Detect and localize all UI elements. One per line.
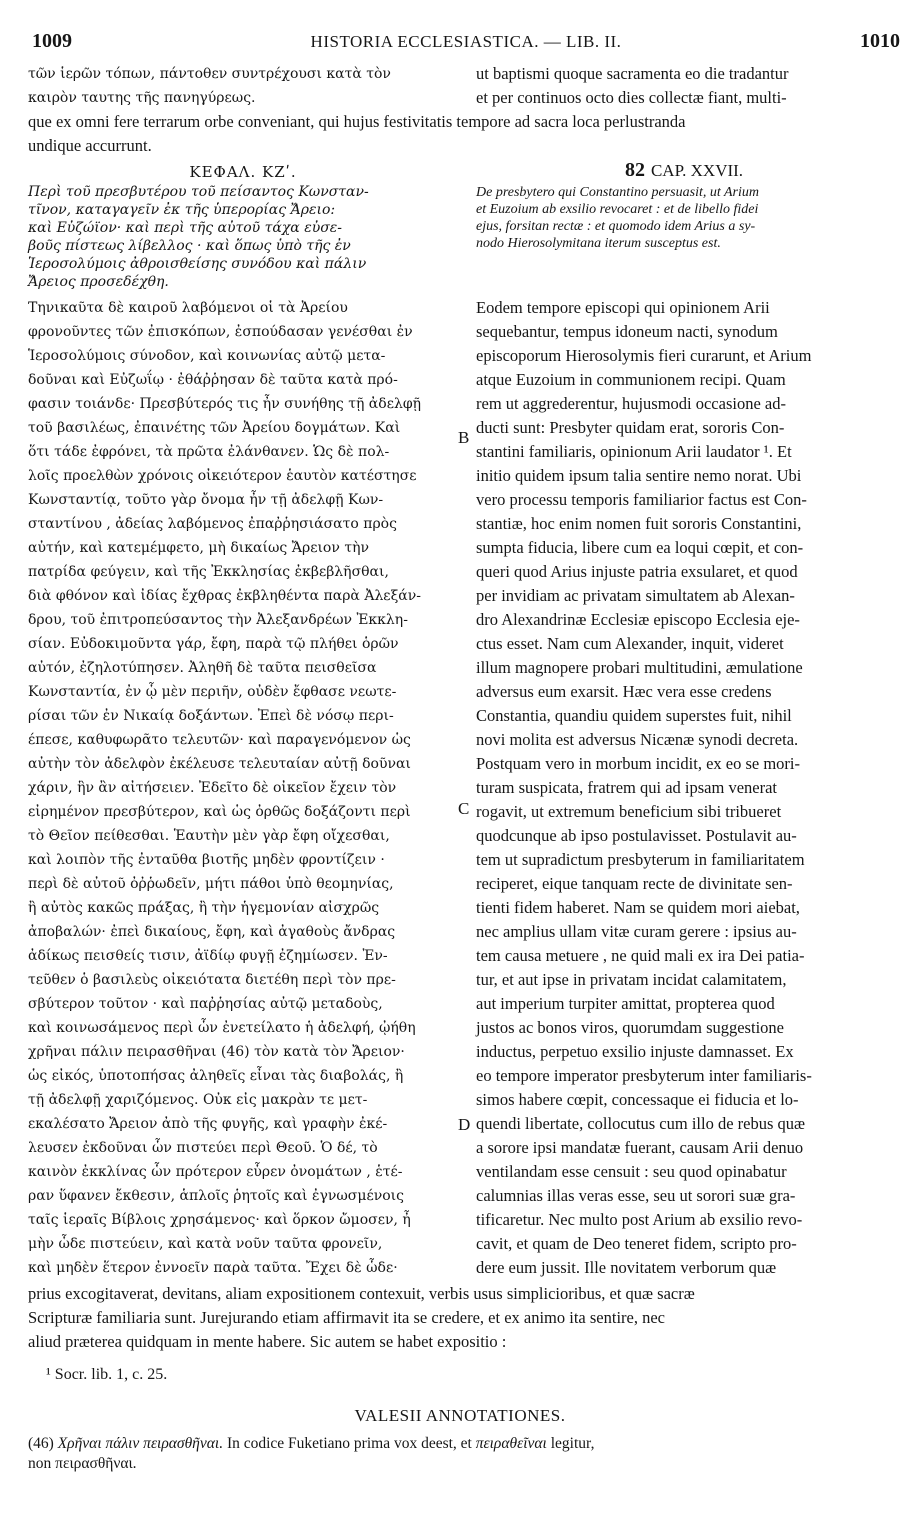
- annotation-text: non: [28, 1455, 56, 1472]
- text-line: episcoporum Hierosolymis fieri curarunt, et Arium: [476, 346, 812, 365]
- text-line: σταντίνου , ἀδείας λαβόμενος ἐπαῤῥησιάσατο πρὸς: [28, 516, 397, 532]
- text-line: prius excogitaverat, devitans, aliam expositionem contexuit, verbis usus simplicioribus, et quæ sacræ: [28, 1284, 695, 1303]
- closing-paragraph: [28, 1282, 892, 1354]
- text-line: μὴν ὧδε πιστεύειν, καὶ κατὰ νοῦν ταῦτα φρονεῖν,: [28, 1236, 383, 1252]
- summary-line: et Euzoium ab exsilio revocaret : et de libello fidei: [476, 202, 759, 217]
- text-line: τῶν ἱερῶν τόπων, πάντοθεν συντρέχουσι κατὰ τὸν: [28, 66, 391, 82]
- text-line: αὐτόν, ἐζηλοτύπησεν. Ἀληθῆ δὲ ταῦτα πεισθεῖσα: [28, 660, 377, 676]
- text-line: ὅτι τάδε ἐφρόνει, τὰ πρῶτα ἐλάνθανεν. Ὡς δὲ πολ-: [28, 444, 390, 460]
- text-line: stantiæ, hoc enim nomen fuit sororis Constantini,: [476, 514, 802, 533]
- text-line: tienti fidem haberet. Nam se quidem mori aiebat,: [476, 898, 800, 917]
- text-line: queri quod Arius injuste patria exsularet, et quod: [476, 562, 798, 581]
- text-line: justos ac bonos viros, quorumdam suggestione: [476, 1018, 784, 1037]
- text-line: λευσεν ἐκδοῦναι ὧν πιστεύει περὶ Θεοῦ. Ὁ δέ, τὸ: [28, 1140, 378, 1156]
- text-line: aliud præterea quidquam in mente habere. Sic autem se habet expositio :: [28, 1332, 507, 1351]
- margin-marker-b: B: [458, 428, 470, 447]
- text-line: sequebantur, tempus idoneum nacti, synodum: [476, 322, 778, 341]
- text-line: αὐτήν, καὶ κατεμέμφετο, μὴ δικαίως Ἄρειον τὴν: [28, 540, 369, 556]
- text-line: καιρὸν ταυτης τῆς πανηγύρεως.: [28, 90, 256, 106]
- text-line: stantini familiaris, opinionum Arii laudator ¹. Et: [476, 442, 792, 461]
- text-line: dro Alexandrinæ Ecclesiæ episcopo Ecclesia eje-: [476, 610, 800, 629]
- chapter-summary-greek: [28, 183, 458, 291]
- summary-line: De presbytero qui Constantino persuasit, ut Arium: [476, 185, 759, 200]
- text-line: rogavit, ut extremum beneficium sibi tribueret: [476, 802, 782, 821]
- text-line: Constantia, quandiu quidem superstes fuit, nihil: [476, 706, 792, 725]
- text-line: quodcunque ab ipso postulavisset. Postulavit au-: [476, 826, 797, 845]
- text-line: τοῦ βασιλέως, ἐπαινέτης τῶν Ἀρείου δογμάτων. Καὶ: [28, 420, 401, 436]
- text-line: καινὸν ἐκκλίνας ὧν πρότερον εὗρεν ὀνομάτων , ἑτέ-: [28, 1164, 403, 1180]
- annotation-text: In codice Fuketiano prima vox deest, et: [223, 1435, 476, 1452]
- chapter-title-latin: [476, 158, 892, 183]
- text-line: διὰ φθόνον καὶ ἰδίας ἔχθρας ἐκβληθέντα παρὰ Ἀλεξάν-: [28, 588, 421, 604]
- text-line: illum magnopere probari multitudini, æmulatione: [476, 658, 803, 677]
- text-line: tificaretur. Nec multo post Arium ab exsilio revo-: [476, 1210, 803, 1229]
- text-line: δρου, τοῦ ἐπιτροπεύσαντος τὴν Ἀλεξανδρέων Ἐκκλη-: [28, 612, 408, 628]
- text-line: Postquam vero in morbum incidit, ex eo se mori-: [476, 754, 800, 773]
- page-header: [32, 30, 900, 56]
- page-number-left: 1009: [32, 30, 72, 52]
- text-line: περὶ δὲ αὐτοῦ ὀῤῥωδεῖν, μήτι πάθοι ὑπὸ θεομηνίας,: [28, 876, 394, 892]
- intro-full: [28, 110, 892, 158]
- text-line: et per continuos octo dies collectæ fiant, multi-: [476, 88, 787, 107]
- summary-line: nodo Hierosolymitana iterum susceptus est.: [476, 236, 721, 251]
- text-line: tur, et aut ipse in privatam incidat calamitatem,: [476, 970, 787, 989]
- text-line: εἰρημένον πρεσβύτερον, καὶ ὡς ὀρθῶς δοξάζοντι περὶ: [28, 804, 411, 820]
- page-number-right: 1010: [860, 30, 900, 52]
- text-line: Ἱεροσολύμοις σύνοδον, καὶ κοινωνίας αὐτῷ μετα-: [28, 348, 386, 364]
- text-line: tem causa metuere , ne quid mali ex ira Dei patia-: [476, 946, 805, 965]
- text-line: εκαλέσατο Ἄρειον ἀπὸ τῆς φυγῆς, καὶ γραφὴν ἐκέ-: [28, 1116, 388, 1132]
- text-line: que ex omni fere terrarum orbe conveniant, qui hujus festivitatis tempore ad sacra loca perlustranda: [28, 112, 686, 131]
- text-line: tem ut supradictum presbyterum in familiaritatem: [476, 850, 805, 869]
- text-line: χάριν, ἣν ἂν αἰτήσειεν. Ἐδεῖτο δὲ οἰκεῖον ἔχειν τὸν: [28, 780, 397, 796]
- text-line: simos habere cœpit, concessaque ei fiducia et lo-: [476, 1090, 799, 1109]
- text-line: undique accurrunt.: [28, 136, 152, 155]
- annotation-ref: (46): [28, 1435, 54, 1452]
- text-line: σίαν. Εὐδοκιμοῦντα γάρ, ἔφη, παρὰ τῷ πλήθει ὁρῶν: [28, 636, 399, 652]
- text-line: φασιν τοιάνδε· Πρεσβύτερός τις ἦν συνήθης τῇ ἀδελφῇ: [28, 396, 422, 412]
- text-line: sumpta fiducia, libere cum ea loqui cœpit, et con-: [476, 538, 804, 557]
- footnote: ¹ Socr. lib. 1, c. 25.: [46, 1366, 168, 1383]
- text-line: ctus esset. Nam cum Alexander, inquit, videret: [476, 634, 784, 653]
- text-line: τὸ Θεῖον πείθεσθαι. Ἑαυτὴν μὲν γὰρ ἔφη οἴχεσθαι,: [28, 828, 390, 844]
- text-line: aut imperium turpiter amittat, propterea quod: [476, 994, 775, 1013]
- greek-body: [28, 296, 458, 1280]
- text-line: dere eum jussit. Ille novitatem verborum quæ: [476, 1258, 777, 1277]
- text-line: ἀδίκως πεισθείς τισιν, ἀϊδίῳ φυγῇ ἐζημίωσεν. Ἐν-: [28, 948, 388, 964]
- intro-greek: [28, 62, 458, 110]
- text-line: ventilandam esse censuit : seu quod opinabatur: [476, 1162, 787, 1181]
- text-line: αὐτὴν τὸν ἀδελφὸν ἐκέλευσε τελευταίαν αὐτῇ δοῦναι: [28, 756, 411, 772]
- text-line: έπεσε, καθυφωρᾶτο τελευτῶν· καὶ παραγενόμενον ὡς: [28, 732, 411, 748]
- text-line: Eodem tempore episcopi qui opinionem Arii: [476, 298, 770, 317]
- text-line: rem ut aggrederentur, hujusmodi occasione ad-: [476, 394, 786, 413]
- text-line: πατρίδα φεύγειν, καὶ τῆς Ἐκκλησίας ἐκβεβλῆσθαι,: [28, 564, 389, 580]
- text-line: novi molita est adversus Nicænæ synodi decreta.: [476, 730, 799, 749]
- text-line: Τηνικαῦτα δὲ καιροῦ λαβόμενοι οἱ τὰ Ἀρείου: [28, 300, 348, 316]
- text-line: καὶ λοιπὸν τῆς ἐνταῦθα βιοτῆς μηδὲν φροντίζειν ·: [28, 852, 385, 868]
- text-line: Κωνσταντία, ἐν ᾧ μὲν περιῆν, οὐδὲν ἔφθασε νεωτε-: [28, 684, 397, 700]
- text-line: τῇ ἀδελφῇ χαριζόμενος. Οὐκ εἰς μακρὰν τε μετ-: [28, 1092, 368, 1108]
- annotation-greek-variant: πειραθεῖναι: [475, 1435, 547, 1452]
- annotation-greek-variant: πειρασθῆναι.: [55, 1455, 137, 1472]
- summary-line: Περὶ τοῦ πρεσβυτέρου τοῦ πείσαντος Κωνσταν-: [28, 184, 369, 200]
- margin-marker-d: D: [458, 1115, 471, 1134]
- annotation-lemma: Χρῆναι πάλιν πειρασθῆναι.: [57, 1435, 224, 1452]
- text-line: ρίσαι τῶν ἐν Νικαίᾳ δοξάντων. Ἐπεὶ δὲ νόσῳ περι-: [28, 708, 394, 724]
- text-line: calumnias illas veras esse, seu ut sorori suæ gra-: [476, 1186, 796, 1205]
- text-line: καὶ μηδὲν ἕτερον ἐννοεῖν παρὰ ταῦτα. Ἔχει δὲ ὧδε·: [28, 1260, 398, 1276]
- text-line: Κωνσταντίᾳ, τοῦτο γὰρ ὄνομα ἦν τῇ ἀδελφῇ Κων-: [28, 492, 384, 508]
- chapter-title-greek: ΚΕΦΑΛ. ΚΖʹ.: [189, 163, 297, 181]
- text-line: δοῦναι καὶ Εὐζωΐῳ · ἐθάῤῥησαν δὲ ταῦτα κατὰ πρό-: [28, 372, 398, 388]
- text-line: ὡς εἰκός, ὑποτοπήσας ἀληθεῖς εἶναι τὰς διαβολάς, ἢ: [28, 1068, 404, 1084]
- text-line: τεῦθεν ὁ βασιλεὺς οἰκειότατα διετέθη περὶ τὸν πρε-: [28, 972, 396, 988]
- chapter-number: 82: [624, 159, 645, 181]
- text-line: per invidiam ac privatam simultatem ab Alexan-: [476, 586, 795, 605]
- text-line: καὶ κοινωσάμενος περὶ ὧν ἐνετείλατο ἡ ἀδελφή, ᾠήθη: [28, 1020, 416, 1036]
- text-line: ἀποβαλών· ἐπεὶ δικαίους, ἔφη, καὶ ἀγαθοὺς ἄνδρας: [28, 924, 396, 940]
- text-line: vero processu temporis familiarior factus est Con-: [476, 490, 807, 509]
- chapter-summary-latin: [476, 184, 892, 252]
- chapter-label: CAP. XXVII.: [650, 161, 744, 180]
- summary-line: βοῦς πίστεως λίβελλος · καὶ ὅπως ὑπὸ τῆς ἐν: [28, 238, 351, 254]
- annotations-heading: VALESII ANNOTATIONES.: [354, 1406, 566, 1425]
- text-line: nec amplius ullam vitæ curam gerere : ipsius au-: [476, 922, 797, 941]
- text-line: φρονοῦντες τῶν ἐπισκόπων, ἐσπούδασαν γενέσθαι ἐν: [28, 324, 413, 340]
- text-line: inductus, perpetuo exsilio injuste damnasset. Ex: [476, 1042, 794, 1061]
- text-line: cavit, et quam de Deo teneret fidem, scripto pro-: [476, 1234, 797, 1253]
- text-line: reciperet, eique tanquam recte de divinitate sen-: [476, 874, 793, 893]
- summary-line: ejus, forsitan rectæ : et quomodo idem Arius a sy-: [476, 219, 756, 234]
- summary-line: Ἄρειος προσεδέχθη.: [28, 274, 169, 290]
- text-line: a sorore ipsi mandatæ fuerant, causam Arii denuo: [476, 1138, 804, 1157]
- text-line: turam suspicata, fratrem qui ad ipsam venerat: [476, 778, 778, 797]
- text-line: σβύτερον τοῦτον · καὶ παῤῥησίας αὐτῷ μεταδοὺς,: [28, 996, 383, 1012]
- text-line: initio quidem ipsum talia sentire nemo norat. Ubi: [476, 466, 802, 485]
- text-line: ἢ αὐτὸς κακῶς πράξας, ἢ τὴν ἡγεμονίαν αἰσχρῶς: [28, 900, 380, 916]
- text-line: eo tempore imperator presbyterum inter familiaris-: [476, 1066, 812, 1085]
- margin-marker-c: C: [458, 799, 470, 818]
- text-line: ducti sunt: Presbyter quidam erat, sororis Con-: [476, 418, 785, 437]
- text-line: adversus eum exarsit. Hæc vera esse credens: [476, 682, 772, 701]
- intro-latin: [476, 62, 892, 110]
- text-line: Scripturæ familiaria sunt. Jurejurando etiam affirmavit ita se credere, et ex animo ita sentire, nec: [28, 1308, 665, 1327]
- summary-line: Ἱεροσολύμοις ἀθροισθείσης συνόδου καὶ πάλιν: [28, 256, 367, 272]
- text-line: ut baptismi quoque sacramenta eo die tradantur: [476, 64, 789, 83]
- summary-line: καὶ Εὐζώϊον· καὶ περὶ τῆς αὐτοῦ τάχα εὐσε-: [28, 220, 343, 236]
- text-line: atque Euzoium in communionem recipi. Quam: [476, 370, 786, 389]
- text-line: χρῆναι πάλιν πειρασθῆναι (46) τὸν κατὰ τὸν Ἄρειον·: [28, 1044, 405, 1060]
- text-line: ταῖς ἱεραῖς Βίβλοις χρησάμενος· καὶ ὅρκον ὤμοσεν, ἦ: [28, 1212, 411, 1228]
- summary-line: τῖνον, καταγαγεῖν ἐκ τῆς ὑπερορίας Ἄρειο:: [28, 202, 336, 218]
- annotation-text: legitur,: [546, 1435, 595, 1452]
- text-line: ραν ὕφανεν ἔκθεσιν, ἁπλοῖς ῥητοῖς καὶ ἐγνωσμένοις: [28, 1188, 404, 1204]
- running-title: HISTORIA ECCLESIASTICA. — LIB. II.: [310, 32, 622, 51]
- latin-body: [476, 296, 892, 1280]
- text-line: λοῖς προελθὼν χρόνοις οἰκειότερον ἑαυτὸν κατέστησε: [28, 468, 417, 484]
- text-line: quendi libertate, collocutus cum illo de rebus quæ: [476, 1114, 806, 1133]
- annotation-46: [28, 1434, 892, 1474]
